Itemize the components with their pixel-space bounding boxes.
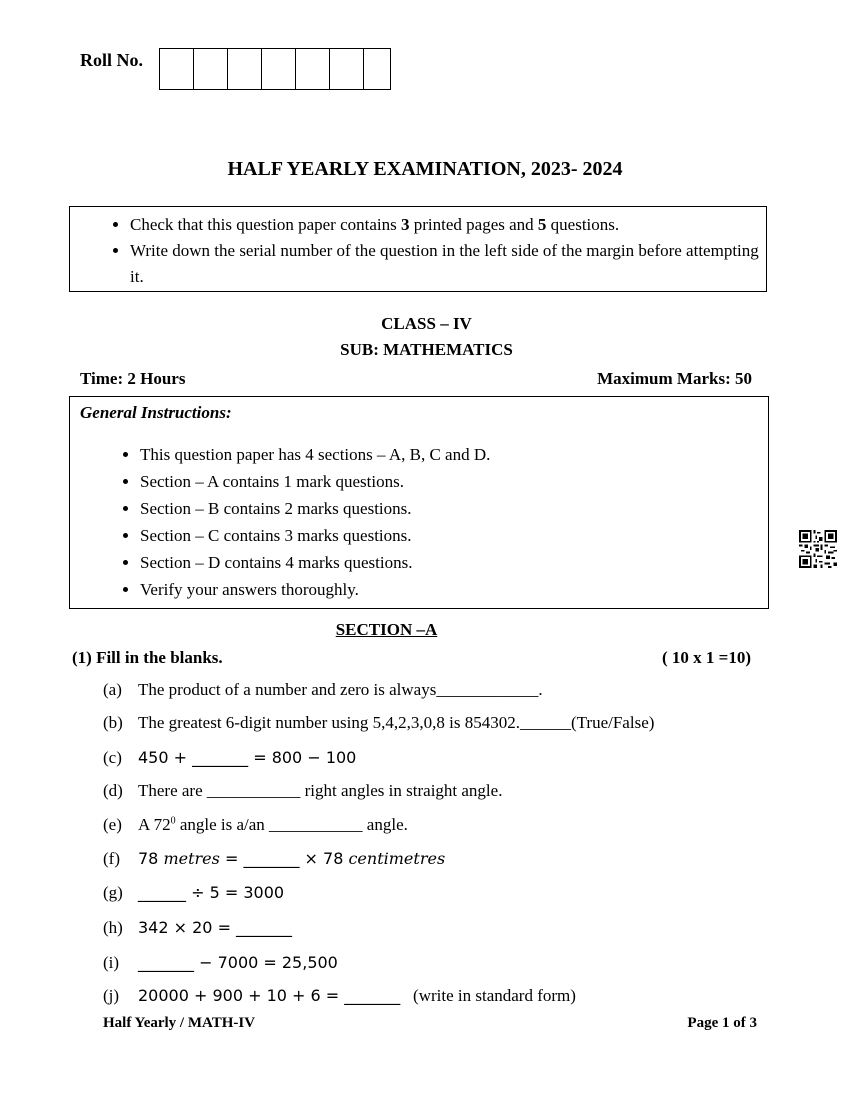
item-label: (e): [103, 815, 122, 834]
instruction-item: • Section – D contains 4 marks questions.: [140, 549, 490, 576]
instruction-item: • Verify your answers thoroughly.: [140, 576, 490, 603]
question-item: [103, 680, 543, 700]
item-label: (h): [103, 918, 123, 937]
maximum-marks: Maximum Marks: 50: [597, 369, 752, 388]
question-item: [103, 815, 408, 835]
item-label: (i): [103, 953, 120, 972]
question-item: [103, 713, 654, 733]
roll-number-label: Roll No.: [80, 50, 143, 70]
item-text-mid: = _______ × 78: [219, 849, 349, 868]
question-1-heading: (1) Fill in the blanks.: [72, 648, 223, 667]
question-item: [103, 918, 292, 938]
item-number: 78: [138, 849, 164, 868]
question-item: [103, 781, 502, 801]
question-1-marks: ( 10 x 1 =10): [661, 648, 751, 667]
item-text: The greatest 6-digit number using 5,4,2,3,0,8 is 854302.______(True/False): [138, 713, 655, 732]
roll-digit-box[interactable]: [296, 49, 330, 89]
item-label: (j): [103, 986, 120, 1005]
roll-number-boxes[interactable]: [159, 48, 391, 90]
item-label: (f): [103, 849, 120, 868]
item-text: 450 + _______ = 800 − 100: [138, 748, 357, 767]
item-text: _______ − 7000 = 25,500: [138, 953, 338, 972]
degree-superscript: 0: [170, 815, 176, 827]
general-instructions-title: General Instructions:: [80, 403, 232, 422]
notice-item-serial: • Write down the serial number of the question in the left side of the margin before attempting it.: [130, 238, 766, 290]
roll-digit-box[interactable]: [160, 49, 194, 89]
item-label: (g): [103, 883, 123, 902]
instruction-item: • Section – B contains 2 marks questions.: [140, 495, 490, 522]
instruction-item: • Section – A contains 1 mark questions.: [140, 468, 490, 495]
class-heading: CLASS – IV: [381, 314, 472, 333]
exam-title: HALF YEARLY EXAMINATION, 2023- 2024: [227, 158, 623, 180]
item-label: (c): [103, 748, 122, 767]
item-label: (b): [103, 713, 123, 732]
notice-box: [69, 206, 767, 292]
item-text: There are ___________ right angles in straight angle.: [138, 781, 503, 800]
item-note: (write in standard form): [400, 986, 576, 1005]
unit-centimetres: centimetres: [348, 849, 446, 868]
item-text: 342 × 20 = _______: [138, 918, 293, 937]
section-a-heading: SECTION –A: [335, 620, 438, 639]
roll-digit-box[interactable]: [228, 49, 262, 89]
instruction-item: • This question paper has 4 sections – A, B, C and D.: [140, 441, 490, 468]
question-item: [103, 849, 445, 869]
footer-paper-code: Half Yearly / MATH-IV: [103, 1015, 256, 1031]
notice-item-pages: • Check that this question paper contains 3 printed pages and 5 questions.: [130, 212, 766, 238]
qr-code-icon: [799, 530, 837, 568]
item-text: The product of a number and zero is always____________.: [138, 680, 543, 699]
question-item: [103, 748, 356, 768]
item-label: (d): [103, 781, 123, 800]
roll-digit-box[interactable]: [262, 49, 296, 89]
footer-page-number: Page 1 of 3: [687, 1015, 757, 1031]
instruction-item: • Section – C contains 3 marks questions.: [140, 522, 490, 549]
roll-digit-box[interactable]: [330, 49, 364, 89]
unit-metres: metres: [163, 849, 220, 868]
item-math: 20000 + 900 + 10 + 6 = _______: [138, 986, 401, 1005]
item-text-post: angle is a/an ___________ angle.: [175, 815, 408, 834]
item-label: (a): [103, 680, 122, 699]
question-item: [103, 953, 338, 973]
roll-digit-box[interactable]: [364, 49, 390, 89]
subject-heading: SUB: MATHEMATICS: [340, 340, 513, 359]
item-text-pre: A 72: [138, 815, 171, 834]
general-instructions-box: [69, 396, 769, 609]
roll-digit-box[interactable]: [194, 49, 228, 89]
item-text: ______ ÷ 5 = 3000: [138, 883, 285, 902]
time-allowed: Time: 2 Hours: [80, 369, 186, 388]
question-item: [103, 883, 284, 903]
question-item: [103, 986, 576, 1006]
